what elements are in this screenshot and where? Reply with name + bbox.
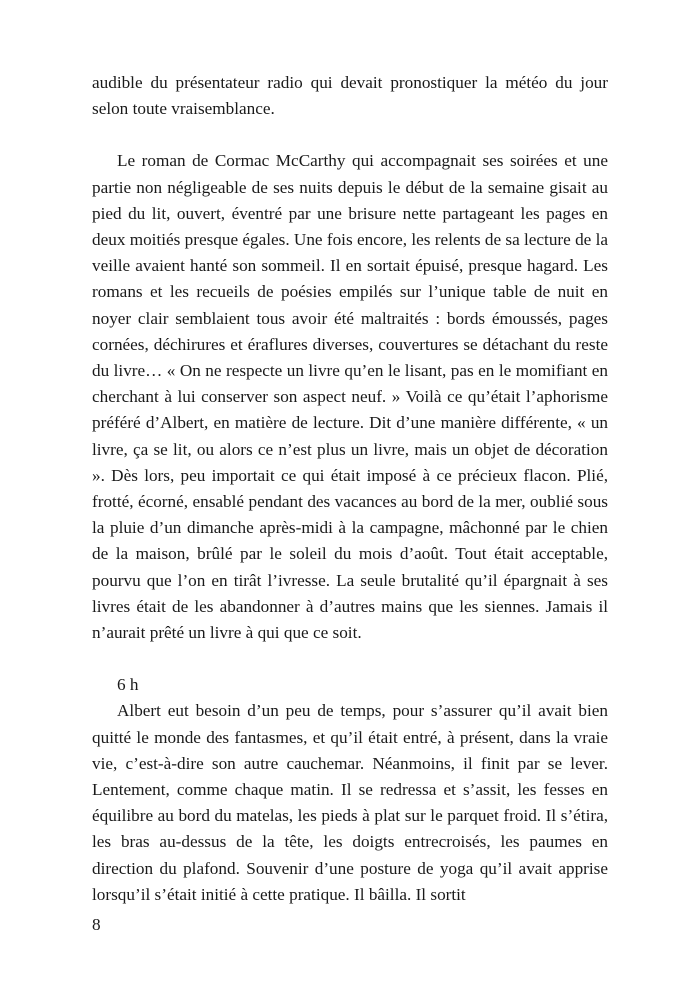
- section-heading-time: 6 h: [117, 675, 139, 695]
- paragraph-albert-wakes: Albert eut besoin d’un peu de temps, pour s’assurer qu’il avait bien quitté le monde des fantasmes, et qu’il était entré, à présent, dans la vraie vie, c’est-à-dire son autre cauchemar. Néanmoins, il finit par se lever. Lentement, comme chaque matin. Il se redressa et s’assit, les fesses en équilibre au bord du matelas, les pieds à plat sur le parquet froid. Il s’étira, les bras au-dessus de la tête, les doigts entrecroisés, les paumes en direction du plafond. Souvenir d’une posture de yoga qu’il avait apprise lorsqu’il s’était initié à cette pratique. Il bâilla. Il sortit: [92, 701, 608, 904]
- paragraph-mccarthy-novel: Le roman de Cormac McCarthy qui accompagnait ses soirées et une partie non négligeable de ses nuits depuis le début de la semaine gisait au pied du lit, ouvert, éventré par une brisure nette partageant les pages en deux moitiés presque égales. Une fois encore, les relents de sa lecture de la veille avaient hanté son sommeil. Il en sortait épuisé, presque hagard. Les romans et les recueils de poésies empilés sur l’unique table de nuit en noyer clair semblaient tous avoir été maltraités : bords émoussés, pages cornées, déchirures et éraflures diverses, couvertures se détachant du reste du livre… « On ne respecte un livre qu’en le lisant, pas en le momifiant en cherchant à lui conserver son aspect neuf. » Voilà ce qu’était l’aphorisme préféré d’Albert, en matière de lecture. Dit d’une manière différente, « un livre, ça se lit, ou alors ce n’est plus un livre, mais un objet de décoration ». Dès lors, peu importait ce qui était imposé à ce précieux flacon. Plié, frotté, écorné, ensablé pendant des vacances au bord de la mer, oublié sous la pluie d’un dimanche après-midi à la campagne, mâchonné par le chien de la maison, brûlé par le soleil du mois d’août. Tout était acceptable, pourvu que l’on en tirât l’ivresse. La seule brutalité qu’il épargnait à ses livres était de les abandonner à d’autres mains que les siennes. Jamais il n’aurait prêté un livre à qui que ce soit.: [92, 151, 608, 643]
- paragraph-continuation: audible du présentateur radio qui devait pronostiquer la météo du jour selon toute vraisemblance.: [92, 73, 608, 119]
- page-number: 8: [92, 915, 101, 934]
- page-body: [92, 70, 608, 908]
